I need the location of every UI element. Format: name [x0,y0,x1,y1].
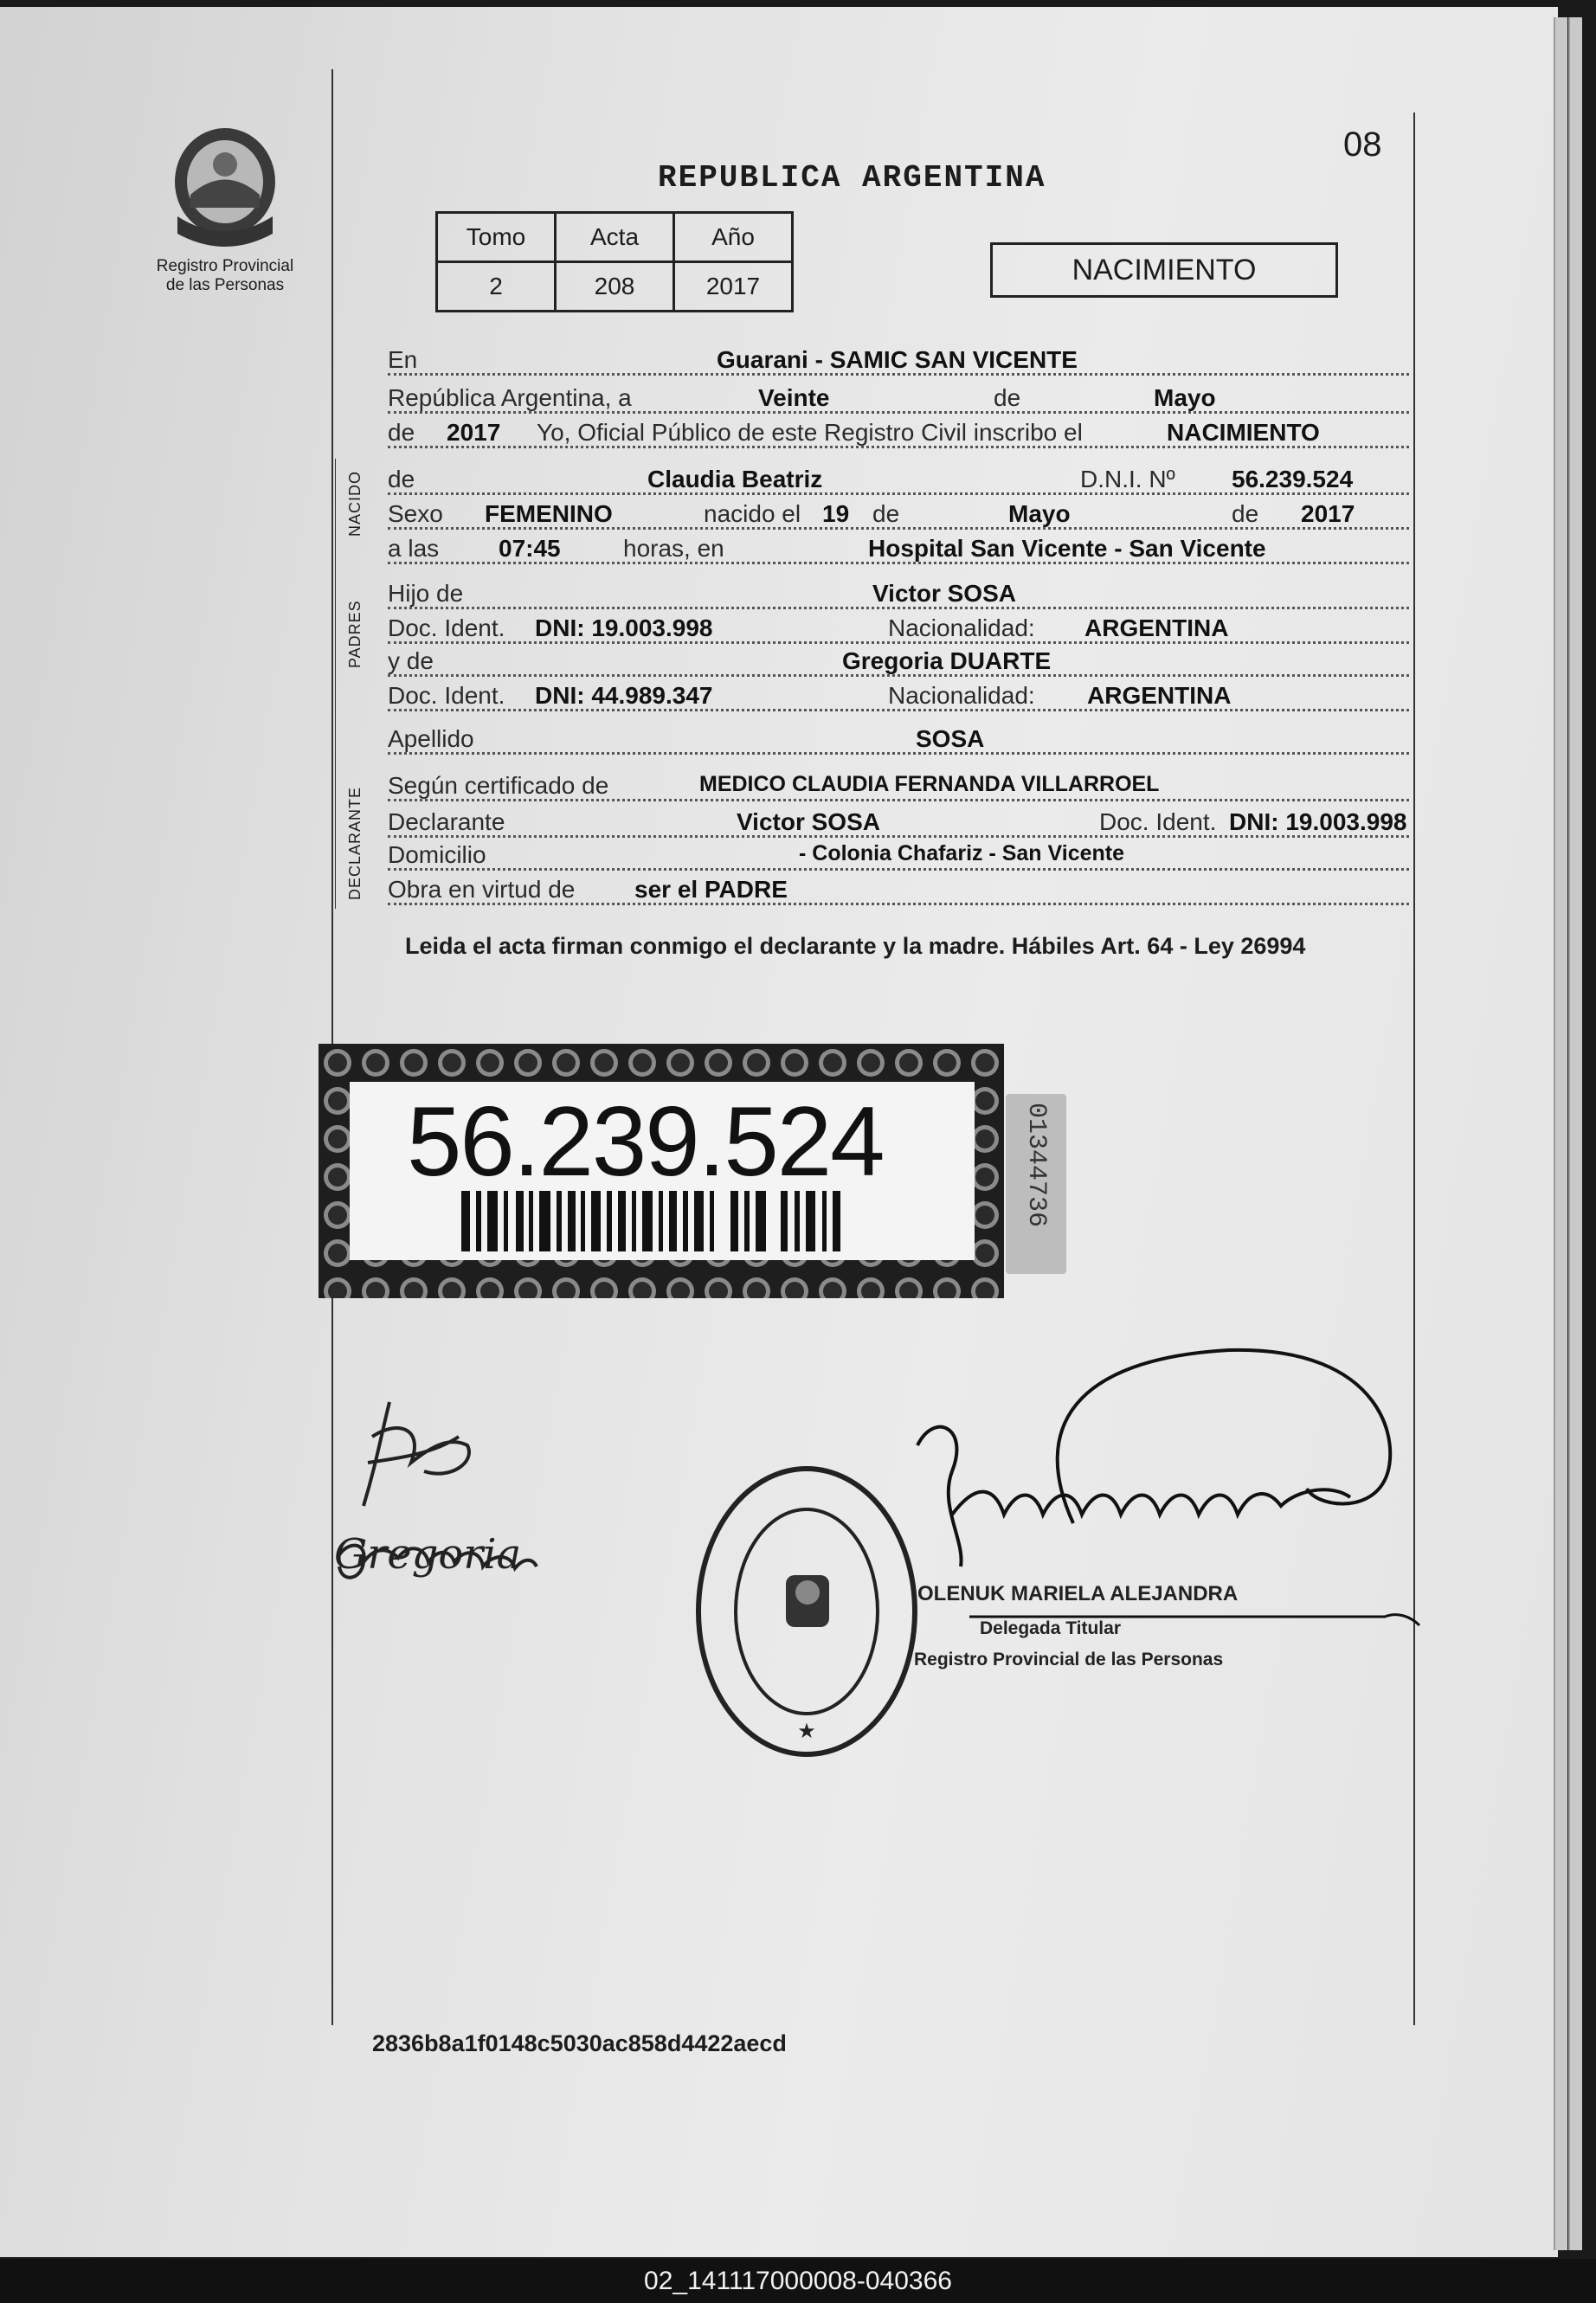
value-month: Mayo [1154,384,1216,411]
label-yde: y de [388,647,434,674]
official-office: Registro Provincial de las Personas [914,1650,1224,1669]
value-sexo: FEMENINO [485,500,613,527]
label-sexo: Sexo [388,500,443,527]
row-hora [388,535,1409,569]
value-mother-nationality: ARGENTINA [1087,682,1232,709]
row-madre [388,647,1409,682]
value-dni: 56.239.524 [1232,466,1354,492]
label-nacido: nacido el [704,500,801,527]
value-birth-month: Mayo [1008,500,1071,527]
value-father-doc: DNI: 19.003.998 [535,614,713,641]
official-seal [692,1463,922,1761]
dotted-line [388,752,1409,755]
header-acta: Acta [556,213,674,262]
row-republica [388,384,1409,419]
dotted-line [388,868,1409,871]
label-de: de [388,466,415,492]
caption-line: de las Personas [165,276,285,294]
serial-number: 01344736 [1021,1103,1051,1228]
row-padre-doc [388,614,1409,649]
mother-signature-name: Gregoria [334,1530,522,1579]
registry-caption [138,257,312,295]
label-apellido: Apellido [388,725,474,752]
label-doc: Doc. Ident. [1099,808,1217,835]
side-label-declarante: DECLARANTE [346,786,364,900]
barcode-bars [461,1191,840,1251]
label-de: de [388,419,415,446]
page-number: 08 [1343,125,1382,164]
document-title: REPUBLICA ARGENTINA [658,160,1046,196]
label-nacionalidad: Nacionalidad: [888,682,1035,709]
act-type-box: NACIMIENTO [990,242,1338,298]
label-de: de [1232,500,1259,527]
label-declarante: Declarante [388,808,505,835]
province-coat-of-arms [160,113,290,251]
row-obra [388,876,1409,910]
label-certificado: Según certificado de [388,772,609,799]
header-tomo: Tomo [437,213,556,262]
registry-table [435,211,794,312]
value-surname: SOSA [916,725,985,752]
value-day-words: Veinte [758,384,830,411]
value-place: Guarani - SAMIC SAN VICENTE [717,346,1078,373]
value-act: NACIMIENTO [1167,419,1320,446]
label-obra: Obra en virtud de [388,876,576,903]
row-en [388,346,1409,381]
value-father-nationality: ARGENTINA [1084,614,1229,641]
value-hour: 07:45 [499,535,561,562]
value-declarant-doc: DNI: 19.003.998 [1229,808,1407,835]
label-doc: Doc. Ident. [388,682,505,709]
row-domicilio [388,841,1409,876]
value-reason: ser el PADRE [634,876,788,903]
label-hijo: Hijo de [388,580,464,607]
file-id-footer: 02_141117000008-040366 [0,2259,1596,2303]
row-hijo [388,580,1409,614]
label-horas: horas, en [623,535,724,562]
closing-note: Leida el acta firman conmigo el declarante y la madre. Hábiles Art. 64 - Ley 26994 [405,933,1306,959]
value-mother: Gregoria DUARTE [842,647,1052,674]
label-domicilio: Domicilio [388,841,486,868]
value-address: - Colonia Chafariz - San Vicente [799,841,1125,865]
row-inscribo [388,419,1409,454]
serial-tag [1006,1094,1066,1274]
label-inscribo: Yo, Oficial Público de este Registro Civil inscribo el [537,419,1083,446]
value-birth-year: 2017 [1301,500,1355,527]
value-anio: 2017 [674,262,793,312]
value-mother-doc: DNI: 44.989.347 [535,682,713,709]
right-margin-line [1413,113,1415,2025]
value-certificate: MEDICO CLAUDIA FERNANDA VILLARROEL [699,772,1160,796]
row-declarante [388,808,1409,843]
value-declarant: Victor SOSA [737,808,880,835]
header-anio: Año [674,213,793,262]
row-certificado [388,772,1409,807]
label-de: de [994,384,1021,411]
row-madre-doc [388,682,1409,717]
value-name: Claudia Beatriz [647,466,823,492]
official-name: OLENUK MARIELA ALEJANDRA [917,1582,1239,1605]
svg-text:★: ★ [797,1719,816,1743]
label-en: En [388,346,418,373]
row-apellido [388,725,1409,760]
side-label-padres: PADRES [346,600,364,668]
label-doc: Doc. Ident. [388,614,505,641]
value-acta: 208 [556,262,674,312]
value-birth-day: 19 [822,500,850,527]
row-sexo [388,500,1409,535]
page-edge [1554,17,1567,2250]
value-year: 2017 [447,419,501,446]
page-edge [1568,17,1582,2250]
value-tomo: 2 [437,262,556,312]
label-republica: República Argentina, a [388,384,632,411]
value-place-of-birth: Hospital San Vicente - San Vicente [868,535,1266,562]
label-dni: D.N.I. Nº [1080,466,1175,492]
value-father: Victor SOSA [872,580,1016,607]
side-label-nacido: NACIDO [346,470,364,537]
label-nacionalidad: Nacionalidad: [888,614,1035,641]
row-nombre [388,466,1409,500]
official-role: Delegada Titular [980,1618,1121,1638]
sticker-number: 56.239.524 [407,1087,884,1197]
label-de: de [872,500,900,527]
section-divider [335,459,336,909]
label-alas: a las [388,535,440,562]
caption-line: Registro Provincial [156,257,294,275]
document-hash: 2836b8a1f0148c5030ac858d4422aecd [372,2030,787,2056]
